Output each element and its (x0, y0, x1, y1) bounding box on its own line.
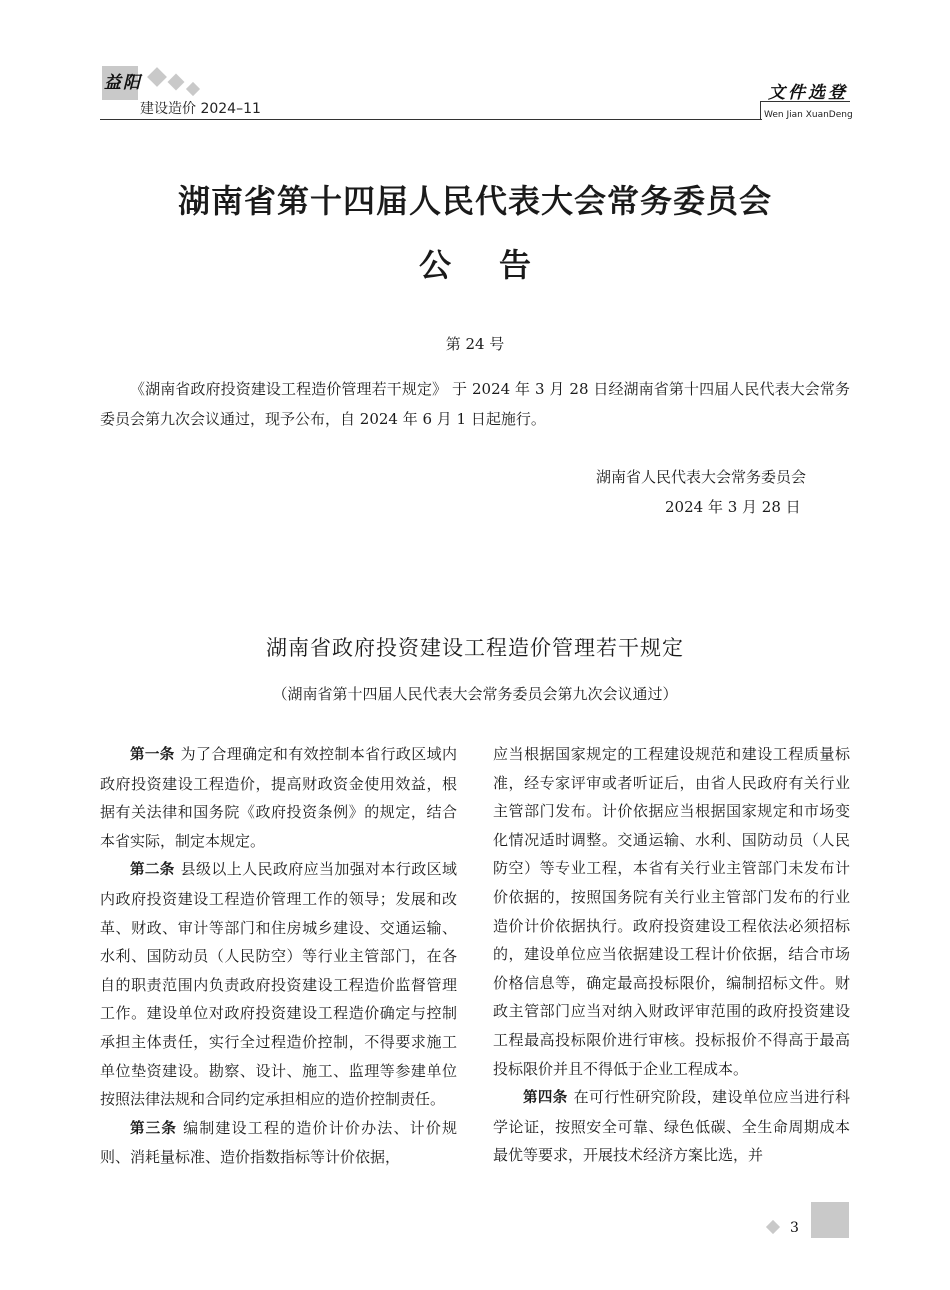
signature-date: 2024 年 3 月 28 日 (665, 498, 801, 516)
article-paragraph (100, 740, 457, 855)
column-pinyin: Wen Jian XuanDeng (764, 110, 853, 120)
article-text: 在可行性研究阶段，建设单位应当进行科学论证，按照安全可靠、绿色低碳、全生命周期成本最优等要求，开展技术经济方案比选，并 (493, 1088, 850, 1165)
announcement-title: 湖南省第十四届人民代表大会常务委员会 (177, 182, 772, 220)
decorative-diamond (766, 1220, 780, 1234)
decorative-diamond (147, 67, 167, 87)
article-number: 第三条 (130, 1120, 178, 1137)
column-name: 文件选登 (768, 83, 848, 103)
article-text: 为了合理确定和有效控制本省行政区域内政府投资建设工程造价，提高财政资金使用效益，根据有关法律和国务院《政府投资条例》的规定，结合本省实际，制定本规定。 (100, 745, 457, 850)
article-text: 县级以上人民政府应当加强对本行政区域内政府投资建设工程造价管理工作的领导；发展和改革、财政、审计等部门和住房城乡建设、交通运输、水利、国防动员（人民防空）等行业主管部门，在各自的职责范围内负责政府投资建设工程造价监督管理工作。建设单位对政府投资建设工程造价确定与控制承担主体责任，实行全过程造价控制，不得要求施工单位垫资建设。勘察、设计、施工、监理等参建单位按照法律法规和合同约定承担相应的造价控制责任。 (100, 860, 457, 1109)
article-paragraph (100, 1114, 457, 1172)
regulation-subtitle: （湖南省第十四届人民代表大会常务委员会第九次会议通过） (272, 685, 678, 703)
article-paragraph (493, 1083, 850, 1170)
header-rule-step (760, 101, 761, 119)
article-number: 第四条 (523, 1090, 568, 1107)
page-number: 3 (790, 1220, 799, 1236)
regulation-left-column (100, 740, 457, 1172)
article-text: 编制建设工程的造价计价办法、计价规则、消耗量标准、造价指数指标等计价依据， (100, 1118, 457, 1167)
announcement-body: 《湖南省政府投资建设工程造价管理若干规定》 于 2024 年 3 月 28 日经湖南省第十四届人民代表大会常务委员会第九次会议通过，现予公布，自 2024 年 6 月 1 日起施行。 (100, 380, 850, 428)
article-text: 应当根据国家规定的工程建设规范和建设工程质量标准，经专家评审或者听证后，由省人民政府有关行业主管部门发布。计价依据应当根据国家规定和市场变化情况适时调整。交通运输、水利、国防动员（人民防空）等专业工程，本省有关行业主管部门未发布计价依据的，按照国务院有关行业主管部门发布的行业造价计价依据执行。政府投资建设工程依法必须招标的，建设单位应当依据建设工程计价依据，结合市场价格信息等，确定最高投标限价，编制招标文件。财政主管部门应当对纳入财政评审范围的政府投资建设工程最高投标限价进行审核。投标报价不得高于最高投标限价并且不得低于企业工程成本。 (493, 745, 850, 1078)
regulation-right-column (493, 740, 850, 1170)
article-paragraph-continued (493, 740, 850, 1083)
brand-name: 益阳 (104, 73, 142, 93)
regulation-title: 湖南省政府投资建设工程造价管理若干规定 (266, 636, 684, 660)
announcement-subtitle: 公告 (418, 246, 579, 284)
signature-organization: 湖南省人民代表大会常务委员会 (596, 468, 807, 486)
article-number: 第一条 (130, 747, 175, 763)
decorative-diamond (168, 74, 185, 91)
header-rule (100, 119, 762, 120)
journal-issue: 建设造价 2024–11 (140, 101, 261, 117)
page-number-box (811, 1202, 849, 1238)
decorative-diamond (186, 82, 200, 96)
announcement-number: 第 24 号 (445, 335, 505, 353)
article-paragraph (100, 855, 457, 1113)
article-number: 第二条 (130, 862, 175, 879)
